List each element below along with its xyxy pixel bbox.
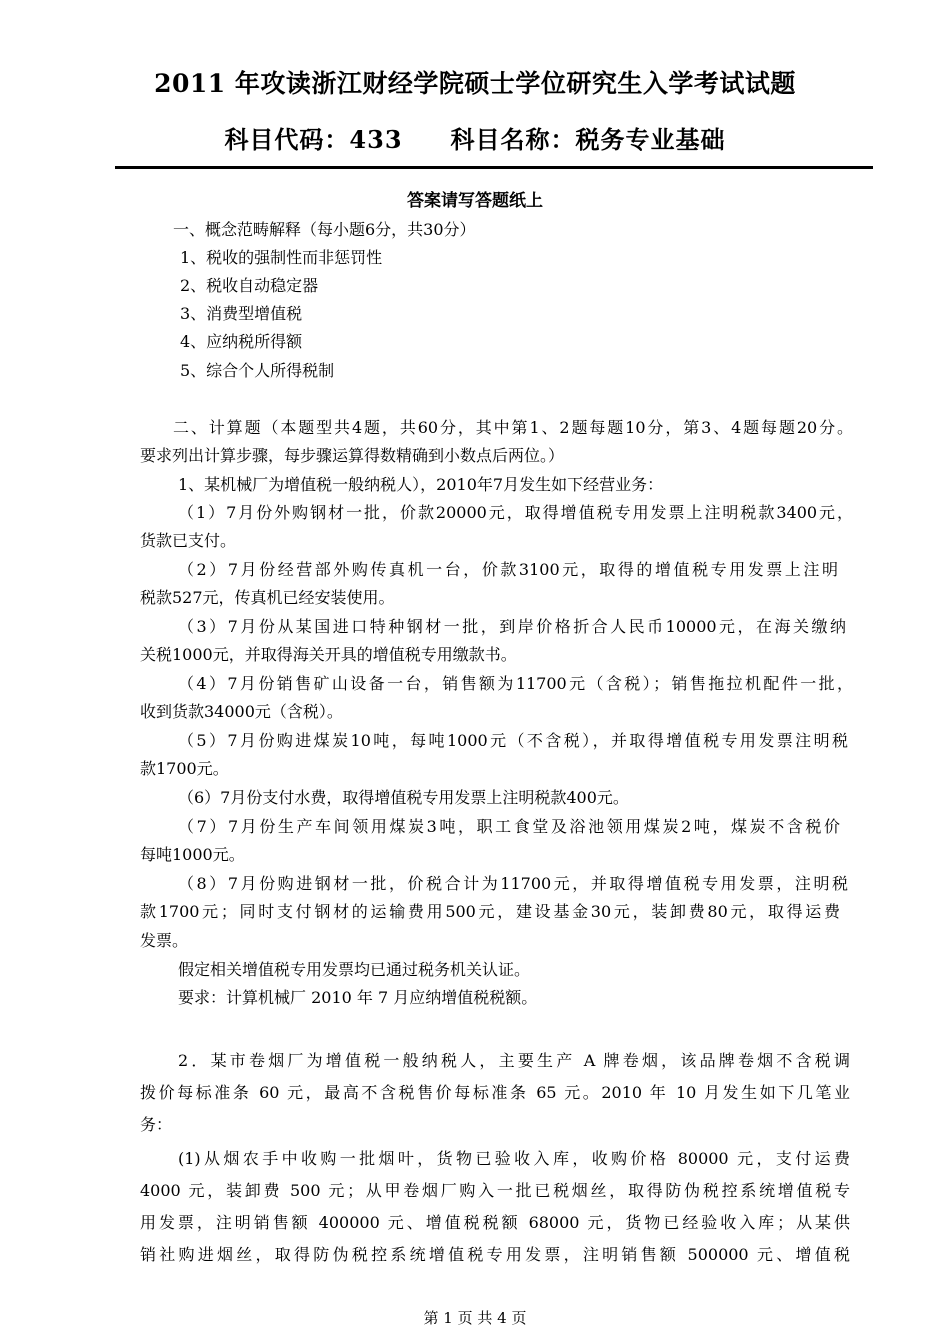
q1-item: （2）7月份经营部外购传真机一台，价款3100元，取得的增值税专用发票上注明 <box>178 560 838 579</box>
concept-item: 3、消费型增值税 <box>180 304 303 323</box>
q1-item: （7）7月份生产车间领用煤炭3吨，职工食堂及浴池领用煤炭2吨，煤炭不含税价 <box>178 817 840 836</box>
q1-item: （4）7月份销售矿山设备一台，销售额为11700元（含税）；销售拖拉机配件一批， <box>178 674 853 693</box>
q1-item-cont: 关税1000元，并取得海关开具的增值税专用缴款书。 <box>140 645 517 664</box>
section2-heading-cont: 要求列出计算步骤，每步骤运算得数精确到小数点后两位。） <box>140 446 565 465</box>
answer-notice: 答案请写答题纸上 <box>407 191 543 211</box>
page-number: 第 1 页 共 4 页 <box>423 1309 527 1327</box>
q2-part1: 销社购进烟丝，取得防伪税控系统增值税专用发票，注明销售额 500000 元、增值税 <box>140 1245 850 1264</box>
q1-intro: 1、某机械厂为增值税一般纳税人），2010年7月发生如下经营业务： <box>178 475 664 494</box>
q1-item-cont: 收到货款34000元（含税）。 <box>140 702 343 721</box>
subject-name: 科目名称：税务专业基础 <box>450 125 726 154</box>
q1-item: （6）7月份支付水费，取得增值税专用发票上注明税款400元。 <box>178 788 629 807</box>
q2-part1: 4000 元，装卸费 500 元；从甲卷烟厂购入一批已税烟丝，取得防伪税控系统增值税专 <box>140 1181 850 1200</box>
header-divider <box>115 166 873 169</box>
section1-heading: 一、概念范畴解释（每小题6分，共30分） <box>173 220 476 239</box>
q2-text: 拨价每标准条 60 元，最高不含税售价每标准条 65 元。2010 年 10 月发生如下几笔业 <box>140 1083 850 1102</box>
concept-item: 4、应纳税所得额 <box>180 332 303 351</box>
q1-item: （8）7月份购进钢材一批，价税合计为11700元，并取得增值税专用发票，注明税 <box>178 874 848 893</box>
q1-item-cont: 税款527元，传真机已经安装使用。 <box>140 588 395 607</box>
q1-item: （3）7月份从某国进口特种钢材一批，到岸价格折合人民币10000元，在海关缴纳 <box>178 617 846 636</box>
q2-text: 务： <box>140 1115 173 1134</box>
concept-item: 1、税收的强制性而非惩罚性 <box>180 248 383 267</box>
subject-line <box>0 120 950 155</box>
q1-assumption: 假定相关增值税专用发票均已通过税务机关认证。 <box>178 960 531 979</box>
q1-item-cont: 款1700元。 <box>140 759 229 778</box>
q2-part1: (1)从烟农手中收购一批烟叶，货物已验收入库，收购价格 80000 元，支付运费 <box>178 1149 850 1168</box>
q1-item-cont: 货款已支付。 <box>140 531 237 550</box>
q2-text: 2．某市卷烟厂为增值税一般纳税人，主要生产 A 牌卷烟，该品牌卷烟不含税调 <box>178 1051 850 1070</box>
q1-item-cont: 款1700元；同时支付钢材的运输费用500元，建设基金30元，装卸费80元，取得运费 <box>140 902 840 921</box>
q2-part1: 用发票，注明销售额 400000 元、增值税税额 68000 元，货物已经验收入库；从某供 <box>140 1213 850 1232</box>
q1-requirement: 要求：计算机械厂 2010 年 7 月应纳增值税税额。 <box>178 988 538 1007</box>
section2-heading: 二、计算题（本题型共4题，共60分，其中第1、2题每题10分，第3、4题每题20分。 <box>173 418 853 437</box>
exam-title: 2011 年攻读浙江财经学院硕士学位研究生入学考试试题 <box>154 69 796 98</box>
q1-item-cont: 每吨1000元。 <box>140 845 245 864</box>
q1-item: （5）7月份购进煤炭10吨，每吨1000元（不含税），并取得增值税专用发票注明税 <box>178 731 848 750</box>
concept-item: 5、综合个人所得税制 <box>180 361 335 380</box>
q1-item-cont: 发票。 <box>140 931 189 950</box>
concept-item: 2、税收自动稳定器 <box>180 276 319 295</box>
q1-item: （1）7月份外购钢材一批，价款20000元，取得增值税专用发票上注明税款3400元， <box>178 503 853 522</box>
subject-code: 科目代码：433 <box>224 125 403 154</box>
